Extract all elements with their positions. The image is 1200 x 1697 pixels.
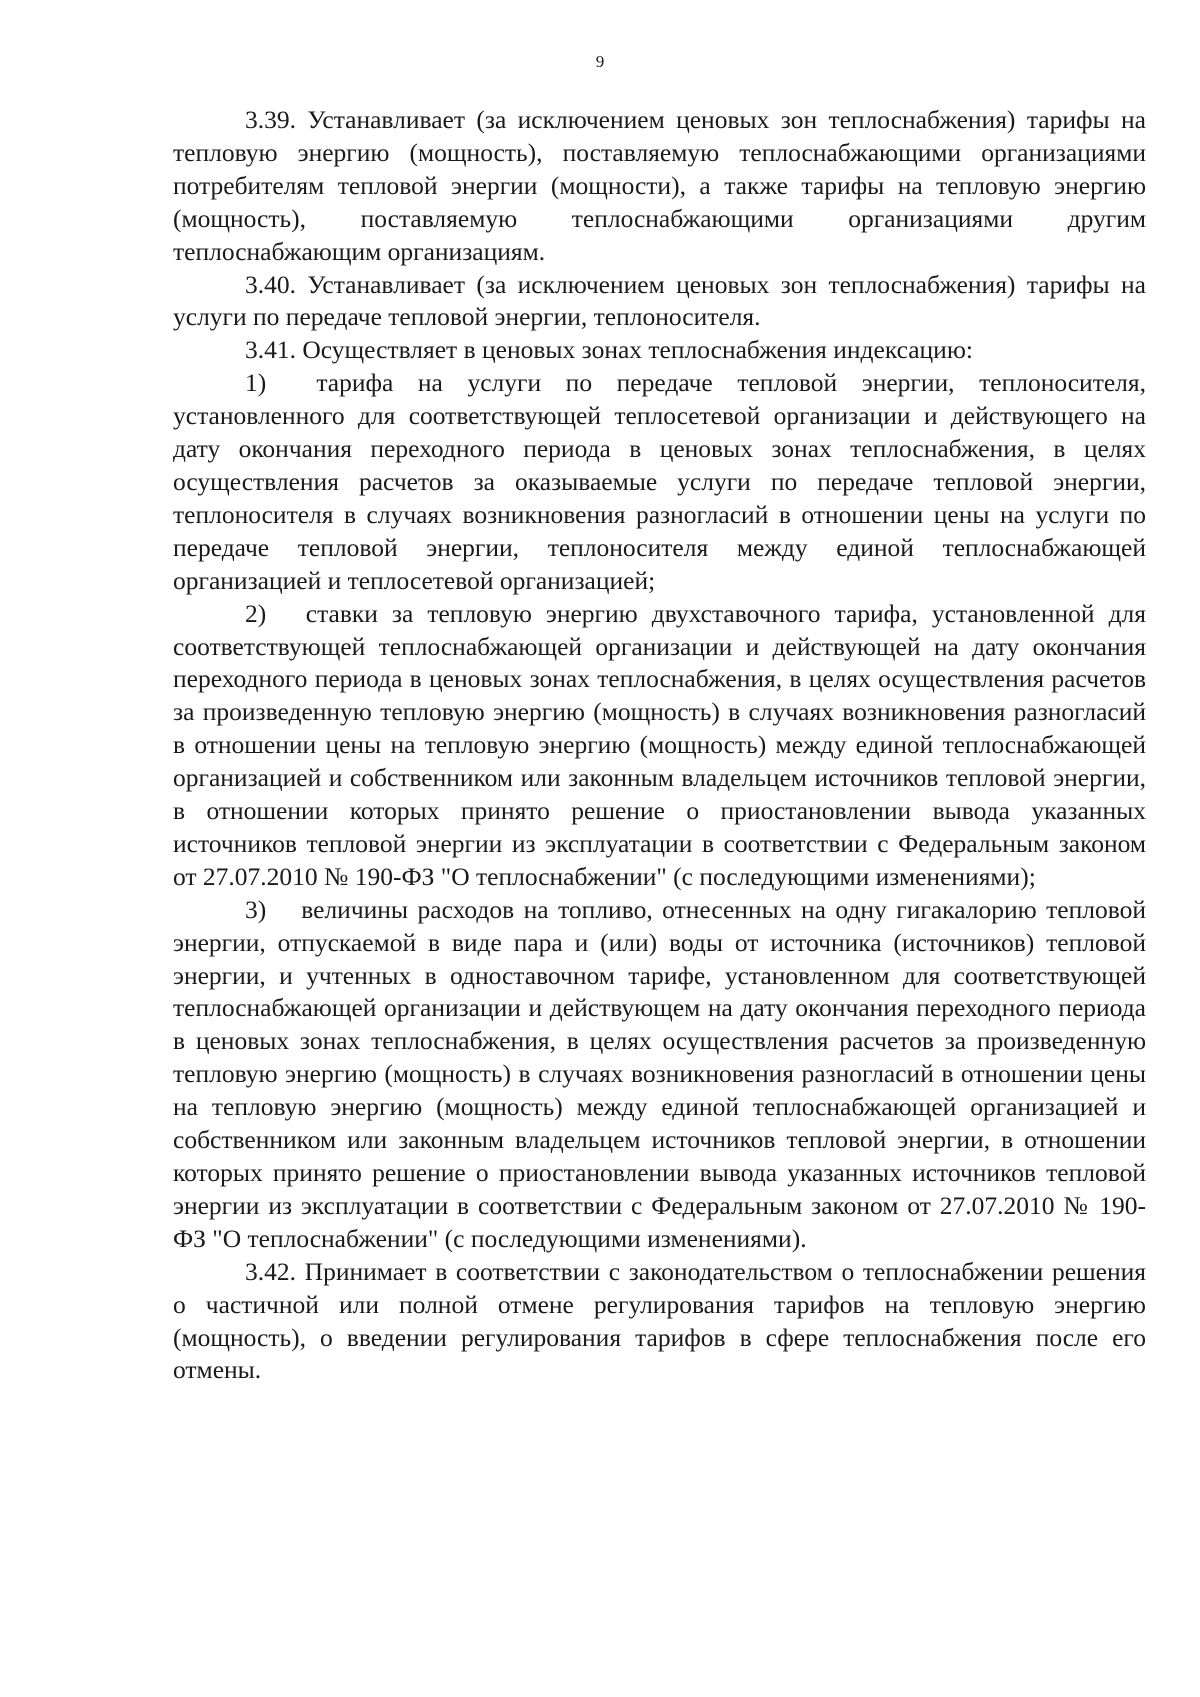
paragraph-3-41: 3.41. Осуществляет в ценовых зонах теплоснабжения индексацию: <box>245 335 973 365</box>
page-number: 9 <box>595 52 605 71</box>
list-item-1: 1) тарифа на услуги по передаче тепловой энергии, теплоносителя, установленного для соответствующей теплосетевой организации и действующего на дату окончания переходного периода в ценовых зонах теплоснабжения, в целях осуществления расчетов за оказываемые услуги по передаче тепловой энергии, теплоносителя в случаях возникновения разногласий в отношении цены на услуги по передаче тепловой энергии, теплоносителя между единой теплоснабжающей организацией и теплосетевой организацией; <box>173 368 1146 595</box>
paragraph-3-42: 3.42. Принимает в соответствии с законодательством о теплоснабжении решения о частичной или полной отмене регулирования тарифов на тепловую энергию (мощность), о введении регулирования тарифов в сфере теплоснабжения после его отмены. <box>173 1256 1146 1385</box>
paragraph-3-39: 3.39. Устанавливает (за исключением ценовых зон теплоснабжения) тарифы на тепловую энергию (мощность), поставляемую теплоснабжающими организациями потребителям тепловой энергии (мощности), а также тарифы на тепловую энергию (мощность), поставляемую теплоснабжающими организациями другим теплоснабжающим организациям. <box>173 105 1146 266</box>
paragraph-3-40: 3.40. Устанавливает (за исключением ценовых зон теплоснабжения) тарифы на услуги по передаче тепловой энергии, теплоносителя. <box>173 269 1146 332</box>
document-body <box>173 104 1146 1387</box>
list-item-2: 2) ставки за тепловую энергию двухставочного тарифа, установленной для соответствующей теплоснабжающей организации и действующей на дату окончания переходного периода в ценовых зонах теплоснабжения, в целях осуществления расчетов за произведенную тепловую энергию (мощность) в случаях возникновения разногласий в отношении цены на тепловую энергию (мощность) между единой теплоснабжающей организацией и собственником или законным владельцем источников тепловой энергии, в отношении которых принято решение о приостановлении вывода указанных источников тепловой энергии из эксплуатации в соответствии с Федеральным законом от 27.07.2010 № 190-ФЗ "О теплоснабжении" (с последующими изменениями); <box>173 598 1146 891</box>
list-item-3: 3) величины расходов на топливо, отнесенных на одну гигакалорию тепловой энергии, отпускаемой в виде пара и (или) воды от источника (источников) тепловой энергии, и учтенных в одноставочном тарифе, установленном для соответствующей теплоснабжающей организации и действующем на дату окончания переходного периода в ценовых зонах теплоснабжения, в целях осуществления расчетов за произведенную тепловую энергию (мощность) в случаях возникновения разногласий в отношении цены на тепловую энергию (мощность) между единой теплоснабжающей организацией и собственником или законным владельцем источников тепловой энергии, в отношении которых принято решение о приостановлении вывода указанных источников тепловой энергии из эксплуатации в соответствии с Федеральным законом от 27.07.2010 № 190-ФЗ "О теплоснабжении" (с последующими изменениями). <box>173 894 1146 1253</box>
